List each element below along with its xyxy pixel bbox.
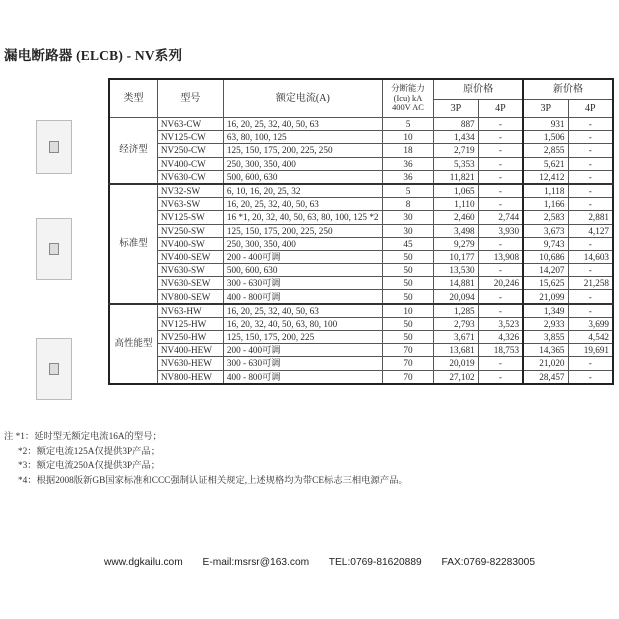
footnote-4: *4：根据2008版新GB国家标准和CCC强制认证相关规定,上述规格均为带CE标志三相电源产品。 (18, 475, 408, 486)
new-price-4p-cell: 4,127 (568, 224, 613, 237)
old-price-4p-cell: - (478, 357, 523, 370)
table-row (109, 198, 613, 211)
header-new-price: 新价格 (523, 79, 613, 100)
model-cell: NV630-CW (157, 170, 223, 184)
old-price-3p-cell: 1,285 (434, 304, 478, 318)
model-cell: NV630-SEW (157, 277, 223, 290)
old-price-4p-cell: - (478, 144, 523, 157)
breaking-capacity-cell: 18 (382, 144, 433, 157)
rated-current-cell: 250, 300, 350, 400 (223, 157, 382, 170)
breaking-capacity-cell: 30 (382, 211, 433, 224)
header-breaking-capacity-line3: 400V AC (392, 103, 424, 113)
header-category: 类型 (109, 79, 157, 118)
old-price-3p-cell: 3,671 (434, 331, 478, 344)
old-price-4p-cell: 18,753 (478, 344, 523, 357)
price-table (108, 78, 614, 385)
model-cell: NV63-CW (157, 118, 223, 131)
rated-current-cell: 16, 20, 25, 32, 40, 50, 63 (223, 304, 382, 318)
table-row (109, 118, 613, 131)
rated-current-cell: 125, 150, 175, 200, 225, 250 (223, 224, 382, 237)
page-title: 漏电断路器 (ELCB) - NV系列 (4, 48, 183, 63)
new-price-4p-cell: - (568, 131, 613, 144)
old-price-3p-cell: 1,434 (434, 131, 478, 144)
header-old-3p: 3P (434, 100, 478, 118)
new-price-4p-cell: 4,542 (568, 331, 613, 344)
rated-current-cell: 300 - 630可调 (223, 357, 382, 370)
old-price-4p-cell: - (478, 198, 523, 211)
new-price-3p-cell: 1,118 (523, 184, 568, 198)
breaking-capacity-cell: 10 (382, 131, 433, 144)
header-old-4p: 4P (478, 100, 523, 118)
rated-current-cell: 400 - 800可调 (223, 370, 382, 384)
table-row (109, 211, 613, 224)
new-price-3p-cell: 14,207 (523, 264, 568, 277)
new-price-4p-cell: - (568, 357, 613, 370)
old-price-4p-cell: 13,908 (478, 250, 523, 263)
header-rated-current: 额定电流(A) (223, 79, 382, 118)
email-text: E-mail:msrsr@163.com (202, 557, 310, 568)
website-text: www.dgkailu.com (104, 557, 183, 568)
new-price-3p-cell: 2,583 (523, 211, 568, 224)
old-price-4p-cell: 20,246 (478, 277, 523, 290)
rated-current-cell: 300 - 630可调 (223, 277, 382, 290)
header-breaking-capacity (382, 79, 433, 118)
old-price-4p-cell: - (478, 118, 523, 131)
rated-current-cell: 200 - 400可调 (223, 344, 382, 357)
rated-current-cell: 16, 20, 32, 40, 50, 63, 80, 100 (223, 317, 382, 330)
new-price-4p-cell: - (568, 304, 613, 318)
breaking-capacity-cell: 70 (382, 357, 433, 370)
old-price-3p-cell: 3,498 (434, 224, 478, 237)
breaking-capacity-cell: 50 (382, 277, 433, 290)
breaking-capacity-cell: 50 (382, 317, 433, 330)
model-cell: NV400-CW (157, 157, 223, 170)
breaker-image-economy (36, 120, 72, 174)
tel-text: TEL:0769-81620889 (328, 557, 422, 568)
table-row (109, 317, 613, 330)
new-price-3p-cell: 21,099 (523, 290, 568, 304)
table-row (109, 144, 613, 157)
header-old-price: 原价格 (434, 79, 523, 100)
old-price-4p-cell: - (478, 264, 523, 277)
model-cell: NV250-CW (157, 144, 223, 157)
breaking-capacity-cell: 5 (382, 118, 433, 131)
new-price-3p-cell: 21,020 (523, 357, 568, 370)
breaking-capacity-cell: 50 (382, 250, 433, 263)
old-price-4p-cell: - (478, 170, 523, 184)
table-row (109, 157, 613, 170)
rated-current-cell: 500, 600, 630 (223, 264, 382, 277)
new-price-4p-cell: - (568, 144, 613, 157)
old-price-4p-cell: - (478, 131, 523, 144)
category-cell: 标准型 (109, 184, 157, 304)
table-row (109, 304, 613, 318)
new-price-4p-cell: - (568, 290, 613, 304)
breaking-capacity-cell: 70 (382, 370, 433, 384)
table-row (109, 264, 613, 277)
model-cell: NV125-SW (157, 211, 223, 224)
breaking-capacity-cell: 30 (382, 224, 433, 237)
new-price-3p-cell: 931 (523, 118, 568, 131)
old-price-3p-cell: 10,177 (434, 250, 478, 263)
new-price-4p-cell: - (568, 157, 613, 170)
model-cell: NV630-HEW (157, 357, 223, 370)
new-price-3p-cell: 1,506 (523, 131, 568, 144)
old-price-4p-cell: 3,930 (478, 224, 523, 237)
model-cell: NV63-HW (157, 304, 223, 318)
old-price-3p-cell: 1,110 (434, 198, 478, 211)
rated-current-cell: 16 *1, 20, 32, 40, 50, 63, 80, 100, 125 *2 (223, 211, 382, 224)
new-price-4p-cell: - (568, 237, 613, 250)
table-row (109, 277, 613, 290)
new-price-4p-cell: 19,691 (568, 344, 613, 357)
new-price-4p-cell: - (568, 198, 613, 211)
new-price-4p-cell: 21,258 (568, 277, 613, 290)
footnotes (4, 430, 408, 488)
footnote-2: *2：额定电流125A仅提供3P产品； (18, 446, 161, 457)
breaking-capacity-cell: 5 (382, 184, 433, 198)
old-price-3p-cell: 9,279 (434, 237, 478, 250)
category-cell: 高性能型 (109, 304, 157, 384)
table-row (109, 170, 613, 184)
rated-current-cell: 250, 300, 350, 400 (223, 237, 382, 250)
header-model: 型号 (157, 79, 223, 118)
new-price-3p-cell: 10,686 (523, 250, 568, 263)
footnote-3: *3：额定电流250A仅提供3P产品； (18, 461, 161, 471)
old-price-4p-cell: 4,326 (478, 331, 523, 344)
table-row (109, 250, 613, 263)
new-price-4p-cell: - (568, 184, 613, 198)
table-row (109, 224, 613, 237)
new-price-3p-cell: 12,412 (523, 170, 568, 184)
old-price-4p-cell: - (478, 237, 523, 250)
new-price-4p-cell: 3,699 (568, 317, 613, 330)
breaker-image-high-performance (36, 338, 72, 400)
new-price-3p-cell: 3,855 (523, 331, 568, 344)
new-price-4p-cell: - (568, 264, 613, 277)
rated-current-cell: 16, 20, 25, 32, 40, 50, 63 (223, 198, 382, 211)
breaking-capacity-cell: 8 (382, 198, 433, 211)
header-breaking-capacity-line1: 分断能力 (391, 84, 425, 94)
model-cell: NV250-SW (157, 224, 223, 237)
breaking-capacity-cell: 50 (382, 264, 433, 277)
old-price-4p-cell: - (478, 370, 523, 384)
old-price-3p-cell: 14,881 (434, 277, 478, 290)
breaker-image-standard (36, 218, 72, 280)
breaking-capacity-cell: 50 (382, 331, 433, 344)
new-price-3p-cell: 1,349 (523, 304, 568, 318)
header-new-3p: 3P (523, 100, 568, 118)
old-price-4p-cell: - (478, 184, 523, 198)
header-new-4p: 4P (568, 100, 613, 118)
new-price-3p-cell: 1,166 (523, 198, 568, 211)
old-price-4p-cell: - (478, 304, 523, 318)
model-cell: NV400-SW (157, 237, 223, 250)
old-price-3p-cell: 2,719 (434, 144, 478, 157)
new-price-3p-cell: 5,621 (523, 157, 568, 170)
model-cell: NV32-SW (157, 184, 223, 198)
old-price-3p-cell: 27,102 (434, 370, 478, 384)
old-price-3p-cell: 2,793 (434, 317, 478, 330)
model-cell: NV250-HW (157, 331, 223, 344)
model-cell: NV800-SEW (157, 290, 223, 304)
table-row (109, 290, 613, 304)
new-price-4p-cell: - (568, 118, 613, 131)
breaking-capacity-cell: 70 (382, 344, 433, 357)
new-price-3p-cell: 15,625 (523, 277, 568, 290)
old-price-3p-cell: 5,353 (434, 157, 478, 170)
category-cell: 经济型 (109, 118, 157, 184)
header-breaking-capacity-line2: (Icu) kA (393, 93, 423, 103)
new-price-3p-cell: 2,855 (523, 144, 568, 157)
footnote-1: 注 *1：延时型无额定电流16A的型号； (4, 432, 162, 442)
rated-current-cell: 6, 10, 16, 20, 25, 32 (223, 184, 382, 198)
old-price-4p-cell: 3,523 (478, 317, 523, 330)
model-cell: NV800-HEW (157, 370, 223, 384)
old-price-3p-cell: 2,460 (434, 211, 478, 224)
old-price-3p-cell: 11,821 (434, 170, 478, 184)
new-price-3p-cell: 28,457 (523, 370, 568, 384)
table-row (109, 344, 613, 357)
breaking-capacity-cell: 36 (382, 170, 433, 184)
old-price-3p-cell: 1,065 (434, 184, 478, 198)
rated-current-cell: 16, 20, 25, 32, 40, 50, 63 (223, 118, 382, 131)
model-cell: NV400-SEW (157, 250, 223, 263)
breaking-capacity-cell: 10 (382, 304, 433, 318)
old-price-4p-cell: - (478, 290, 523, 304)
model-cell: NV125-HW (157, 317, 223, 330)
table-row (109, 357, 613, 370)
new-price-4p-cell: - (568, 170, 613, 184)
table-row (109, 370, 613, 384)
model-cell: NV63-SW (157, 198, 223, 211)
contact-footer (104, 557, 552, 568)
new-price-3p-cell: 9,743 (523, 237, 568, 250)
breaking-capacity-cell: 45 (382, 237, 433, 250)
new-price-4p-cell: 14,603 (568, 250, 613, 263)
new-price-3p-cell: 2,933 (523, 317, 568, 330)
old-price-3p-cell: 20,094 (434, 290, 478, 304)
model-cell: NV125-CW (157, 131, 223, 144)
fax-text: FAX:0769-82283005 (441, 557, 535, 568)
new-price-4p-cell: - (568, 370, 613, 384)
table-row (109, 331, 613, 344)
old-price-4p-cell: 2,744 (478, 211, 523, 224)
breaking-capacity-cell: 36 (382, 157, 433, 170)
model-cell: NV400-HEW (157, 344, 223, 357)
breaking-capacity-cell: 50 (382, 290, 433, 304)
old-price-3p-cell: 13,681 (434, 344, 478, 357)
model-cell: NV630-SW (157, 264, 223, 277)
old-price-3p-cell: 887 (434, 118, 478, 131)
table-row (109, 184, 613, 198)
rated-current-cell: 125, 150, 175, 200, 225 (223, 331, 382, 344)
rated-current-cell: 500, 600, 630 (223, 170, 382, 184)
new-price-4p-cell: 2,881 (568, 211, 613, 224)
rated-current-cell: 125, 150, 175, 200, 225, 250 (223, 144, 382, 157)
rated-current-cell: 200 - 400可调 (223, 250, 382, 263)
rated-current-cell: 63, 80, 100, 125 (223, 131, 382, 144)
new-price-3p-cell: 14,365 (523, 344, 568, 357)
table-row (109, 237, 613, 250)
old-price-3p-cell: 13,530 (434, 264, 478, 277)
rated-current-cell: 400 - 800可调 (223, 290, 382, 304)
new-price-3p-cell: 3,673 (523, 224, 568, 237)
old-price-3p-cell: 20,019 (434, 357, 478, 370)
old-price-4p-cell: - (478, 157, 523, 170)
table-row (109, 131, 613, 144)
